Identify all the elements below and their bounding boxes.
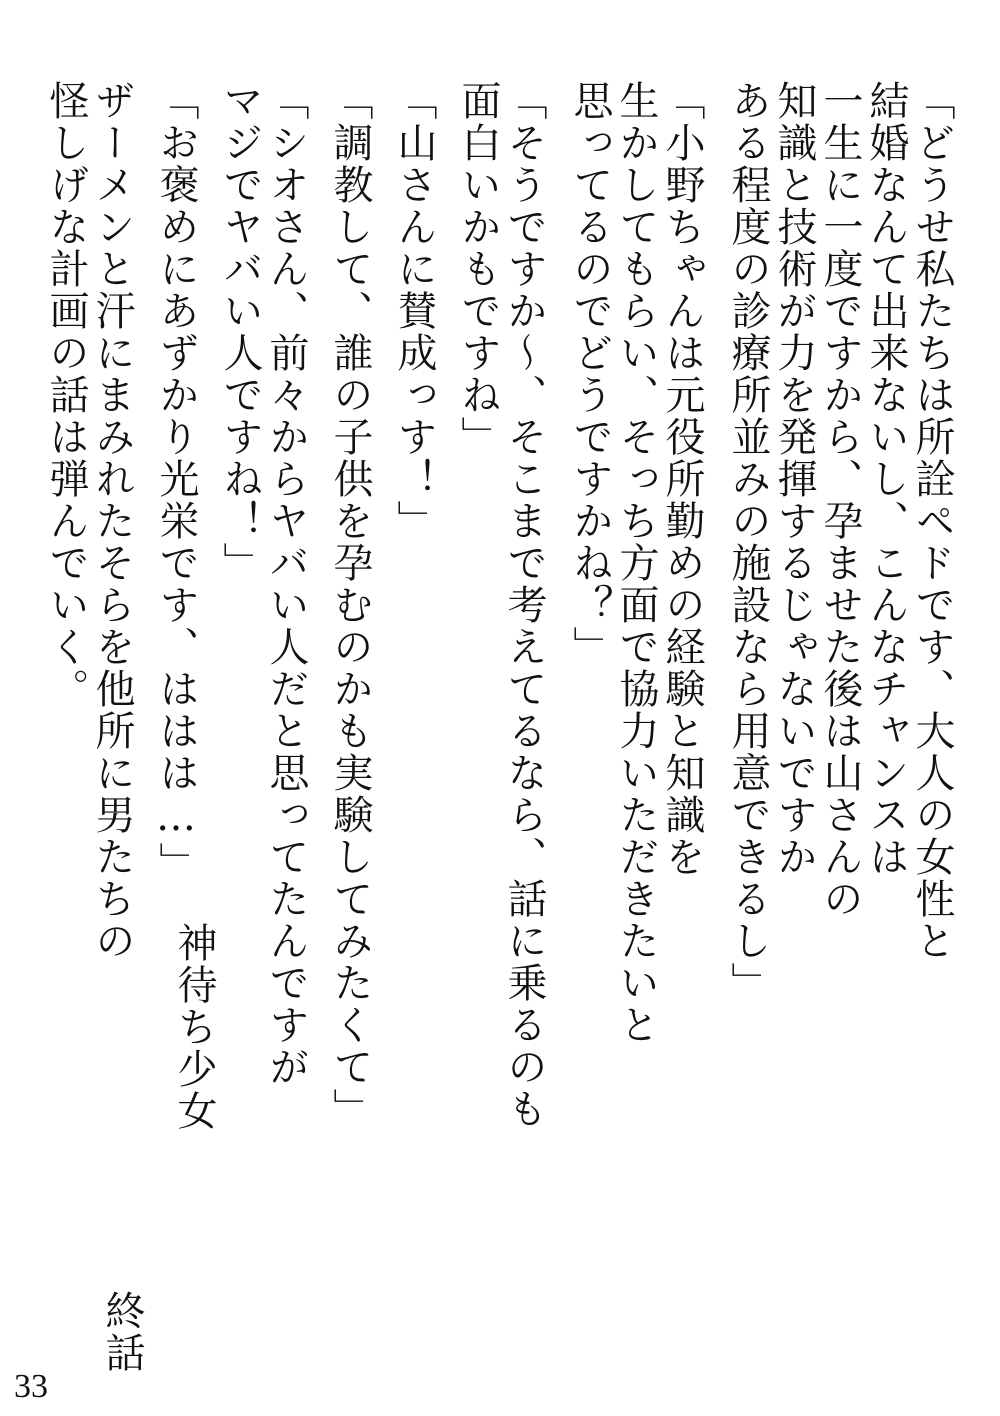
text-line: ザーメンと汗にまみれたそらを他所に男たちの bbox=[89, 80, 135, 962]
ending-mark: 終話 bbox=[99, 1290, 145, 1374]
text-line: 「小野ちゃんは元役所勤めの経験と知識を bbox=[659, 80, 705, 878]
text-line: 面白いかもですね」 bbox=[455, 80, 501, 458]
text-line: 怪しげな計画の話は弾んでいく。 bbox=[43, 80, 89, 710]
text-line: 「お褒めにあずかり光栄です、ははは…」 bbox=[153, 80, 199, 884]
text-line: 知識と技術が力を発揮するじゃないですか bbox=[771, 80, 817, 878]
text-line: 思ってるのでどうですかね？」 bbox=[567, 80, 613, 668]
text-line: 「シオさん、前々からヤバい人だと思ってたんですが bbox=[263, 80, 309, 1088]
text-line: 生かしてもらい、そっち方面で協力いただきたいと bbox=[613, 80, 659, 1046]
text-line: 「山さんに賛成っす！」 bbox=[391, 80, 437, 542]
text-line: 「調教して、誰の子供を孕むのかも実験してみたくて」 bbox=[327, 80, 373, 1130]
text-line: 結婚なんて出来ないし、こんなチャンスは bbox=[863, 80, 909, 878]
text-line: ある程度の診療所並みの施設なら用意できるし」 bbox=[725, 80, 771, 1004]
text-line: マジでヤバい人ですね！」 bbox=[217, 80, 263, 584]
text-line: 一生に一度ですから、孕ませた後は山さんの bbox=[817, 80, 863, 920]
page-number: 33 bbox=[14, 1368, 48, 1405]
text-line: 「どうせ私たちは所詮ペドです、大人の女性と bbox=[909, 80, 955, 962]
chapter-title: 神待ち少女 bbox=[171, 922, 217, 1132]
text-line: 「そうですか～、そこまで考えてるなら、話に乗るのも bbox=[501, 80, 547, 1130]
